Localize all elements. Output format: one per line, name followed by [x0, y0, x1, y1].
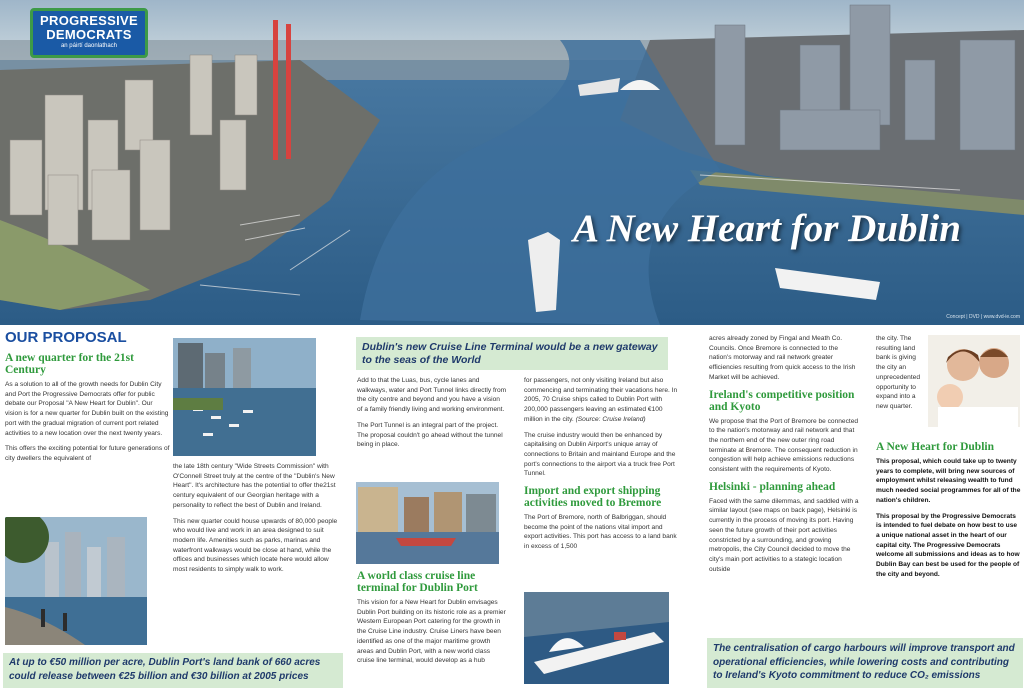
col1-paragraph-2: This offers the exciting potential for future generations of city dwellers the equivalent of — [5, 445, 170, 462]
cargo-harbours-callout: The centralisation of cargo harbours will improve transport and operational efficiencies, while lowering costs and contributing to Ireland's Kyoto commitment to reduce CO₂ emissions — [707, 638, 1023, 688]
col4-paragraph-1 — [524, 376, 679, 425]
logo-line2: DEMOCRATS — [46, 27, 132, 42]
helsinki-heading: Helsinki - planning ahead — [709, 480, 836, 493]
cruise-ship-photo — [524, 592, 669, 684]
col3-paragraph-3: This vision for a New Heart for Dublin envisages Dublin Port building on its historic role as a premier Western European Port catering for the growth in the Cruise Line industry. Cruise Liners have been identified as one of the major maritime growth areas and Dublin Port, with a new world class cruise line terminal, would develop as a hub — [357, 599, 506, 665]
col3-paragraph-2: The Port Tunnel is an integral part of the project. The proposal couldn't go ahead without the tunnel being in place. — [357, 421, 503, 449]
col5-paragraph-1: acres already zoned by Fingal and Meath Co. Councils. Once Bremore is connected to the nation's motorway and rail network greater efficiencies resulting from quick access to the Irish Market will be achieved. — [709, 335, 856, 381]
column-3 — [357, 376, 507, 456]
cruise-terminal-heading: A world class cruise line terminal for Dublin Port — [357, 570, 478, 594]
hero-title: A New Heart for Dublin — [573, 207, 961, 250]
col6-bold-paragraph-2: This proposal by the Progressive Democrats is intended to fuel debate on how best to use a unique national asset in the heart of our capital city. The Progressive Democrats welcome all submissions and ideas as to how Dublin Bay can best be used for the people of the city and beyond. — [876, 512, 1020, 578]
waterfront-walk-photo — [5, 517, 147, 645]
column-3b — [357, 566, 507, 672]
col6-paragraph-1: the city. The resulting land bank is giving the city an unprecedented opportunity to expand into a new quarter. — [876, 335, 920, 410]
family-photo — [928, 335, 1020, 427]
our-proposal-heading: OUR PROPOSAL — [5, 329, 127, 346]
new-heart-heading: A New Heart for Dublin — [876, 441, 994, 453]
column-6a — [876, 334, 926, 418]
col2-paragraph-1: the late 18th century "Wide Streets Commission" with O'Connell Street truly at the centre of the "Dublin's New Heart". It's architecture has the potential to offer the21st century equivalent of our Georgian heritage with a personality to reflect the best of Dublin and Ireland. — [173, 463, 336, 509]
col4-paragraph-2: The cruise industry would then be enhanced by capitalising on Dublin Airport's unique array of connections to Britain and mainland Europe and the port's connections to the airport via a truck free Port Tunnel. — [524, 431, 676, 478]
col3-paragraph-1: Add to that the Luas, bus, cycle lanes and walkways, water and Port Tunnel links directly from the city centre and beyond and you have a vision of a family friendly living and working environment. — [357, 377, 507, 414]
marina-photo — [173, 338, 316, 456]
col5-paragraph-3: Faced with the same dilemmas, and saddled with a similar layout (see maps on back page), Helsinki is currently in the process of moving its port. Having seen the future growth of their port activities constricted by a surrounding, and growing metropolis, the City Council decided to move the city's main port activities to a stategic location outside — [709, 497, 859, 573]
logo-line1: PROGRESSIVE — [40, 13, 138, 28]
column-5 — [709, 334, 859, 580]
import-export-heading: Import and export shipping activities moved to Bremore — [524, 485, 662, 510]
column-1 — [5, 330, 170, 470]
column-2 — [173, 462, 341, 581]
hero-banner — [0, 0, 1024, 325]
docklands-photo — [356, 482, 499, 564]
column-6b — [876, 437, 1021, 585]
hero-aerial-image — [0, 0, 1024, 325]
hero-credit: Concept | DVD | www.dvd-ie.com — [946, 314, 1020, 320]
col5-paragraph-2: We propose that the Port of Bremore be connected to the nation's motorway and rail network and that the northern end of the new outer ring road terminate at Bremore. The consequent reduction in congestion will help achieve emissions reductions consistent with the requirements of Kyoto. — [709, 417, 859, 474]
new-quarter-heading: A new quarter for the 21st Century — [5, 352, 134, 376]
col4-paragraph-3: The Port of Bremore, north of Balbriggan, should become the point of the nations vital import and export activities. This port has access to a land bank in excess of 1,500 — [524, 514, 677, 551]
logo-line3: an páirtí daonlathach — [60, 43, 118, 49]
col4-p1-text: for passengers, not only visiting Ireland but also commencing and terminating their vacations here. In 2005, 70 Cruise ships called to Dublin Port with 200,000 passengers leaving an estimated €100 million in the city. — [524, 377, 678, 423]
col4-source: (Source: Cruise Ireland) — [575, 415, 646, 423]
land-bank-callout: At up to €50 million per acre, Dublin Port's land bank of 660 acres could release between €25 billion and €30 billion at 2005 prices — [3, 653, 343, 688]
progressive-democrats-logo — [30, 8, 148, 58]
kyoto-heading: Ireland's competitive position and Kyoto — [709, 388, 855, 413]
column-4 — [524, 376, 679, 558]
col1-paragraph-1: As a solution to all of the growth needs for Dublin City and Port the Progressive Democrats offer for public debate our Proposal "A New Heart for Dublin". Our vision is for a new quarter for Dublin built on the existing port with the gradual migration of current port related activities to a new location over the next twenty years. — [5, 381, 169, 437]
cruise-terminal-callout: Dublin's new Cruise Line Terminal would be a new gateway to the seas of the World — [356, 337, 668, 370]
col6-bold-paragraph-1: This proposal, which could take up to twenty years to complete, will bring new sources of employment whilst releasing wealth to fund much needed social programmes for all of the nation's children. — [876, 458, 1021, 504]
col2-paragraph-2: This new quarter could house upwards of 80,000 people who would live and work in an area designed to suit modern life. Amenities such as parks, marinas and waterfront walkways would be close at hand, while the offices and businesses which locate here would allow most residents to simply walk to work. — [173, 517, 338, 574]
